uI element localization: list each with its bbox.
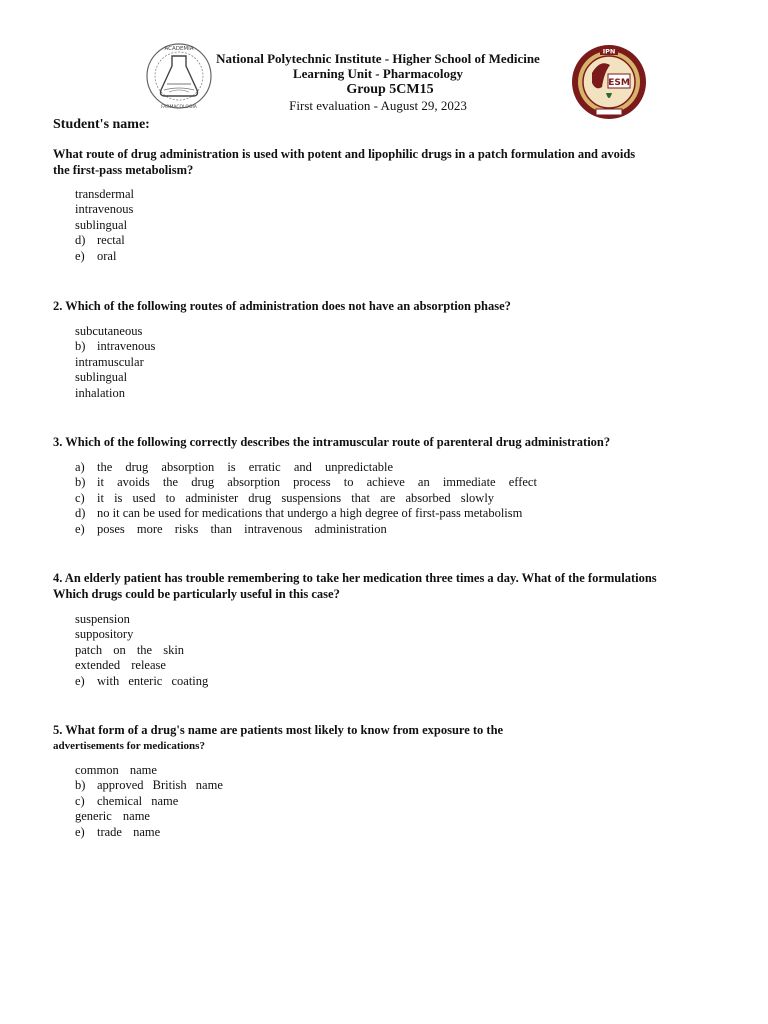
answer-option[interactable] bbox=[75, 218, 134, 233]
answer-option[interactable] bbox=[75, 674, 208, 689]
question-3-text: 3. Which of the following correctly describes the intramuscular route of parenteral drug administration? bbox=[53, 435, 611, 449]
evaluation-date: First evaluation - August 29, 2023 bbox=[289, 98, 467, 113]
answer-option[interactable] bbox=[75, 658, 208, 673]
option-letter: e) bbox=[75, 521, 85, 536]
seal-top-text: ACADEMIA bbox=[164, 46, 194, 52]
student-name-label: Student's name: bbox=[53, 117, 150, 132]
esm-text: ESM bbox=[608, 78, 630, 88]
answer-option[interactable] bbox=[75, 778, 223, 793]
option-text: common name bbox=[75, 763, 157, 777]
ipn-esm-logo bbox=[570, 43, 648, 121]
option-text: sublingual bbox=[75, 370, 128, 385]
option-text: poses more risks than intravenous administration bbox=[97, 521, 387, 536]
option-letter: b) bbox=[75, 475, 86, 490]
option-letter: b) bbox=[75, 778, 86, 793]
question-2 bbox=[53, 299, 723, 315]
question-4-options bbox=[75, 612, 208, 689]
question-1-options bbox=[75, 187, 134, 264]
option-text: oral bbox=[97, 248, 117, 263]
answer-option[interactable] bbox=[75, 627, 208, 642]
answer-option[interactable] bbox=[75, 643, 208, 658]
option-letter: b) bbox=[75, 339, 86, 354]
option-text: with enteric coating bbox=[97, 673, 209, 688]
answer-option[interactable] bbox=[75, 612, 208, 627]
seal-bottom-text: FARMACOLOGIA bbox=[161, 105, 197, 110]
option-text: intravenous bbox=[75, 202, 134, 217]
option-letter: d) bbox=[75, 506, 86, 521]
answer-option[interactable] bbox=[75, 355, 155, 370]
question-5-options bbox=[75, 763, 223, 840]
option-text: inhalation bbox=[75, 385, 125, 400]
option-text: extended release bbox=[75, 658, 166, 673]
learning-unit: Learning Unit - Pharmacology bbox=[292, 66, 464, 81]
answer-option[interactable] bbox=[75, 460, 537, 475]
question-4-text-line-1: 4. An elderly patient has trouble remembering to take her medication three times a day. What of the formulations bbox=[53, 571, 657, 585]
option-text: subcutaneous bbox=[75, 324, 143, 338]
answer-option[interactable] bbox=[75, 491, 537, 506]
question-5-text-line-2: advertisements for medications? bbox=[53, 739, 205, 752]
option-text: transdermal bbox=[75, 187, 135, 201]
option-text: generic name bbox=[75, 809, 150, 824]
question-1-text-line-2: the first-pass metabolism? bbox=[53, 162, 194, 177]
option-letter: e) bbox=[75, 248, 85, 263]
option-text: it is used to administer drug suspensions that are absorbed slowly bbox=[97, 490, 495, 505]
option-text: intravenous bbox=[97, 339, 156, 354]
answer-option[interactable] bbox=[75, 324, 155, 339]
answer-option[interactable] bbox=[75, 202, 134, 217]
option-letter: c) bbox=[75, 793, 85, 808]
option-text: suspension bbox=[75, 612, 130, 626]
answer-option[interactable] bbox=[75, 825, 223, 840]
question-5 bbox=[53, 723, 723, 754]
group-label: Group 5CM15 bbox=[346, 82, 434, 97]
answer-option[interactable] bbox=[75, 233, 134, 248]
question-4-text-line-2: Which drugs could be particularly useful in this case? bbox=[53, 586, 340, 601]
ipn-text: IPN bbox=[602, 47, 616, 56]
question-1 bbox=[53, 147, 723, 178]
question-2-options bbox=[75, 324, 155, 401]
question-2-text: 2. Which of the following routes of administration does not have an absorption phase? bbox=[53, 299, 511, 313]
answer-option[interactable] bbox=[75, 187, 134, 202]
question-5-text-line-1: 5. What form of a drug's name are patients most likely to know from exposure to the bbox=[53, 723, 504, 737]
option-text: it avoids the drug absorption process to achieve an immediate effect bbox=[97, 475, 537, 490]
option-text: suppository bbox=[75, 627, 134, 642]
option-text: rectal bbox=[97, 233, 125, 248]
question-3 bbox=[53, 435, 723, 451]
option-text: intramuscular bbox=[75, 354, 144, 369]
answer-option[interactable] bbox=[75, 809, 223, 824]
question-3-options bbox=[75, 460, 537, 537]
academia-farmacologia-seal-logo bbox=[145, 42, 213, 110]
question-4 bbox=[53, 571, 743, 602]
answer-option[interactable] bbox=[75, 475, 537, 490]
option-letter: c) bbox=[75, 490, 85, 505]
answer-option[interactable] bbox=[75, 506, 537, 521]
answer-option[interactable] bbox=[75, 794, 223, 809]
answer-option[interactable] bbox=[75, 339, 155, 354]
question-1-text-line-1: What route of drug administration is used with potent and lipophilic drugs in a patch formulation and avoids bbox=[53, 147, 636, 161]
option-text: approved British name bbox=[97, 778, 223, 793]
answer-option[interactable] bbox=[75, 386, 155, 401]
answer-option[interactable] bbox=[75, 522, 537, 537]
option-letter: e) bbox=[75, 673, 85, 688]
option-letter: d) bbox=[75, 233, 86, 248]
answer-option[interactable] bbox=[75, 370, 155, 385]
institute-title: National Polytechnic Institute - Higher School of Medicine bbox=[216, 51, 540, 66]
answer-option[interactable] bbox=[75, 763, 223, 778]
option-letter: e) bbox=[75, 824, 85, 839]
option-text: sublingual bbox=[75, 217, 128, 232]
answer-option[interactable] bbox=[75, 249, 134, 264]
option-text: the drug absorption is erratic and unpredictable bbox=[97, 460, 394, 474]
option-text: patch on the skin bbox=[75, 642, 185, 657]
option-letter: a) bbox=[75, 460, 85, 474]
option-text: trade name bbox=[97, 824, 161, 839]
option-text: chemical name bbox=[97, 793, 179, 808]
option-text: no it can be used for medications that undergo a high degree of first-pass metabolism bbox=[97, 506, 523, 521]
